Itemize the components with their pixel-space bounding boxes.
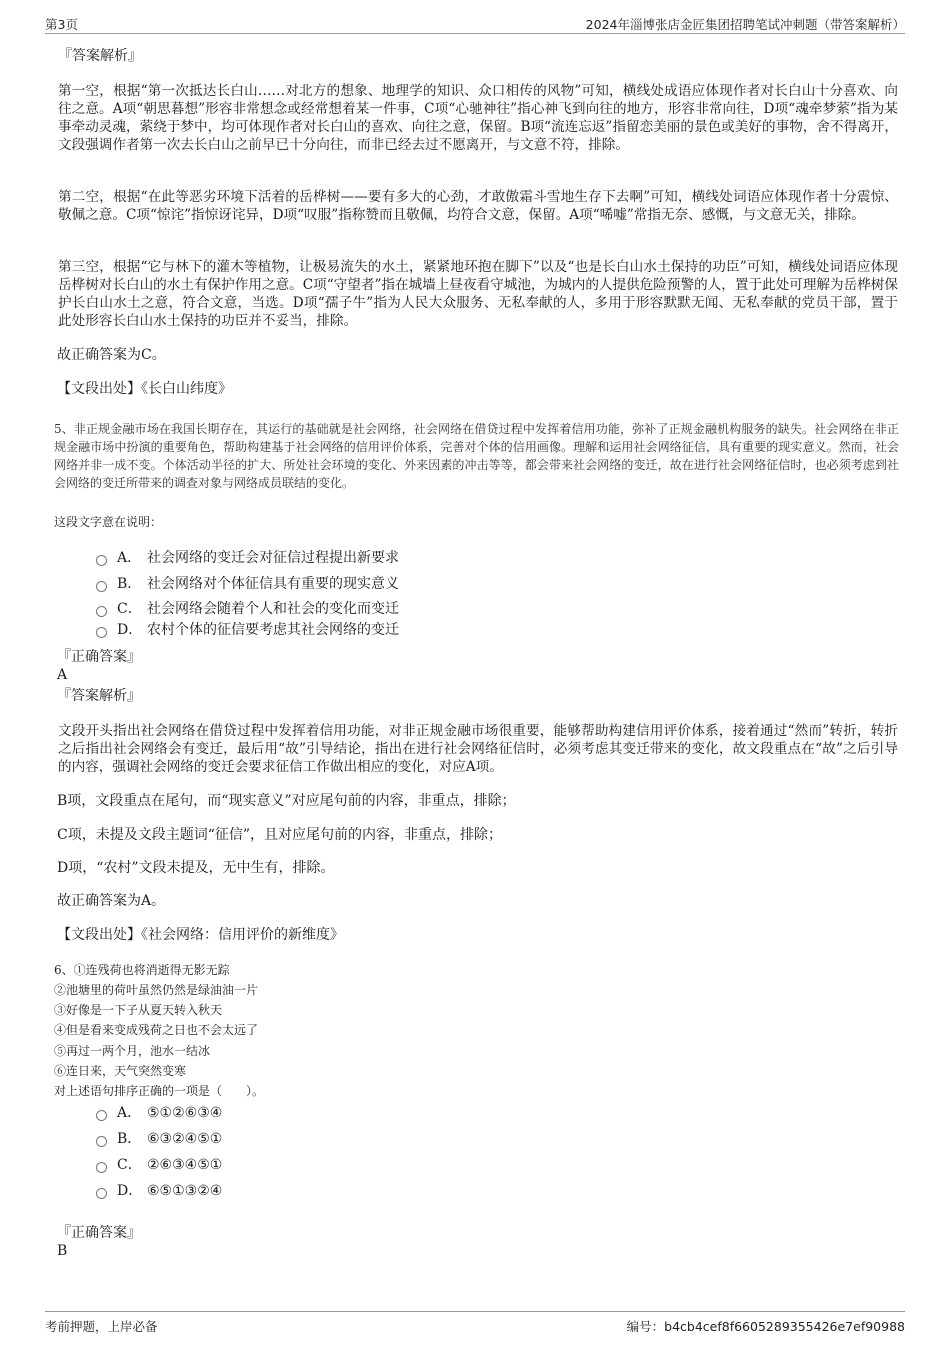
page-footer [45,1311,905,1336]
q6-question: 对上述语句排序正确的一项是（ ）。 [54,1084,265,1098]
q4-analysis-p2 [58,188,898,224]
radio-icon[interactable] [96,606,107,617]
q6-option-a[interactable]: A． ⑤①②⑥③④ [96,1104,222,1122]
radio-icon[interactable] [96,581,107,592]
q6-line: ②池塘里的荷叶虽然仍然是绿油油一片 [54,983,259,997]
q5-question: 这段文字意在说明： [54,515,163,529]
q6-line: ⑥连日来，天气突然变寒 [54,1064,187,1078]
document-code: 编号：b4cb4cef8f6605289355426e7ef90988 [626,1319,905,1334]
q5-option-c[interactable]: C． 社会网络会随着个人和社会的变化而变迁 [96,600,399,618]
q6-option-c[interactable]: C． ②⑥③④⑤① [96,1156,222,1174]
q6-option-d[interactable]: D． ⑥⑤①③②④ [96,1182,222,1200]
page-number: 第3页 [45,17,78,32]
radio-icon[interactable] [96,1162,107,1173]
paragraph: 第二空，根据“在此等恶劣环境下活着的岳桦树——要有多大的心劲，才敢傲霜斗雪地生存下去啊”可知，横线处词语应体现作者十分震惊、敬佩之意。C项“惊诧”指惊讶诧异，D项“叹服”指称赞而且敬佩，均符合文意，保留。A项“唏嘘”常指无奈、感慨，与文意无关，排除。 [58,189,898,223]
q6-line: ③好像是一下子从夏天转入秋天 [54,1003,223,1017]
paragraph: 文段开头指出社会网络在借贷过程中发挥着信用功能，对非正规金融市场很重要，能够帮助构建信用评价体系，接着通过“然而”转折，转折之后指出社会网络会有变迁，最后用“故”引导结论，指出在进行社会网络征信时，必须考虑其变迁带来的变化，故文段重点在“故”之后引导的内容，强调社会网络的变迁会要求征信工作做出相应的变化，对应A项。 [58,723,898,775]
q5-answer-tag: 『正确答案』 [57,649,141,665]
q4-analysis-tag: 『答案解析』 [58,48,142,64]
q4-source: 【文段出处】《长白山纬度》 [57,381,232,397]
paragraph: 第一空，根据“第一次抵达长白山……对北方的想象、地理学的知识、众口相传的风物”可知，横线处成语应体现作者对长白山十分喜欢、向往之意。A项“朝思暮想”形容非常想念或经常想着某一件事，C项“心驰神往”指心神飞到向往的地方，形容非常向往，D项“魂牵梦萦”指为某事牵动灵魂，萦绕于梦中，均可体现作者对长白山的喜欢、向往之意，保留。B项“流连忘返”指留恋美丽的景色或美好的事物，舍不得离开，文段强调作者第一次去长白山之前早已十分向往，而非已经去过不愿离开，与文意不符，排除。 [58,83,898,153]
q6-line: ④但是看来变成残荷之日也不会太远了 [54,1023,259,1037]
q5-analysis-tag: 『答案解析』 [57,688,141,704]
q6-answer-tag: 『正确答案』 [57,1225,141,1241]
q5-answer: A [57,667,68,683]
q6-line: ⑤再过一两个月，池水一结冰 [54,1044,211,1058]
q5-stem [54,420,899,492]
q4-analysis-p3 [58,258,898,330]
footer-slogan: 考前押题，上岸必备 [45,1319,158,1334]
radio-icon[interactable] [96,627,107,638]
q6-option-b[interactable]: B． ⑥③②④⑤① [96,1130,222,1148]
q5-option-a[interactable]: A． 社会网络的变迁会对征信过程提出新要求 [96,549,399,567]
q5-analysis-p2: B项，文段重点在尾句，而“现实意义”对应尾句前的内容，非重点，排除； [57,793,516,809]
q5-option-b[interactable]: B． 社会网络对个体征信具有重要的现实意义 [96,575,399,593]
radio-icon[interactable] [96,1110,107,1121]
q5-analysis-p3: C项，未提及文段主题词“征信”，且对应尾句前的内容，非重点，排除； [57,827,503,843]
q5-analysis-p1 [58,722,898,776]
paragraph: 第三空，根据“它与林下的灌木等植物，让极易流失的水土，紧紧地环抱在脚下”以及“也是长白山水土保持的功臣”可知，横线处词语应体现岳桦树对长白山的水土有保护作用之意。C项“守望者”指在城墙上昼夜看守城池，为城内的人提供危险预警的人，置于此处可理解为岳桦树保护长白山水土之意，符合文意，当选。D项“孺子牛”指为人民大众服务、无私奉献的人，多用于形容默默无闻、无私奉献的党员干部，置于此处形容长白山水土保持的功臣并不妥当，排除。 [58,259,898,329]
radio-icon[interactable] [96,1188,107,1199]
q5-option-d[interactable]: D． 农村个体的征信要考虑其社会网络的变迁 [96,621,399,639]
q5-conclusion: 故正确答案为A。 [57,893,166,909]
question-stem: 5、非正规金融市场在我国长期存在，其运行的基础就是社会网络，社会网络在借贷过程中发挥着信用功能，弥补了正规金融机构服务的缺失。社会网络在非正规金融市场中扮演的重要角色，帮助构建基于社会网络的信用评价体系，完善对个体的信用画像。理解和运用社会网络征信，具有重要的现实意义。然而，社会网络并非一成不变。个体活动半径的扩大、所处社会环境的变化、外来因素的冲击等等，都会带来社会网络的变迁，故在进行社会网络征信时，也必须考虑到社会网络的变迁所带来的调查对象与网络成员联结的变化。 [54,422,899,490]
radio-icon[interactable] [96,555,107,566]
q4-analysis-p1 [58,82,898,154]
q5-analysis-p4: D项，“农村”文段未提及，无中生有，排除。 [57,860,335,876]
document-title: 2024年淄博张店金匠集团招聘笔试冲刺题（带答案解析） [585,17,905,32]
q6-answer: B [57,1243,68,1259]
radio-icon[interactable] [96,1136,107,1147]
page-header [45,13,905,34]
q6-line: 6、①连残荷也将消逝得无影无踪 [54,963,230,977]
q4-conclusion: 故正确答案为C。 [57,347,166,363]
q5-source: 【文段出处】《社会网络：信用评价的新维度》 [57,927,344,943]
